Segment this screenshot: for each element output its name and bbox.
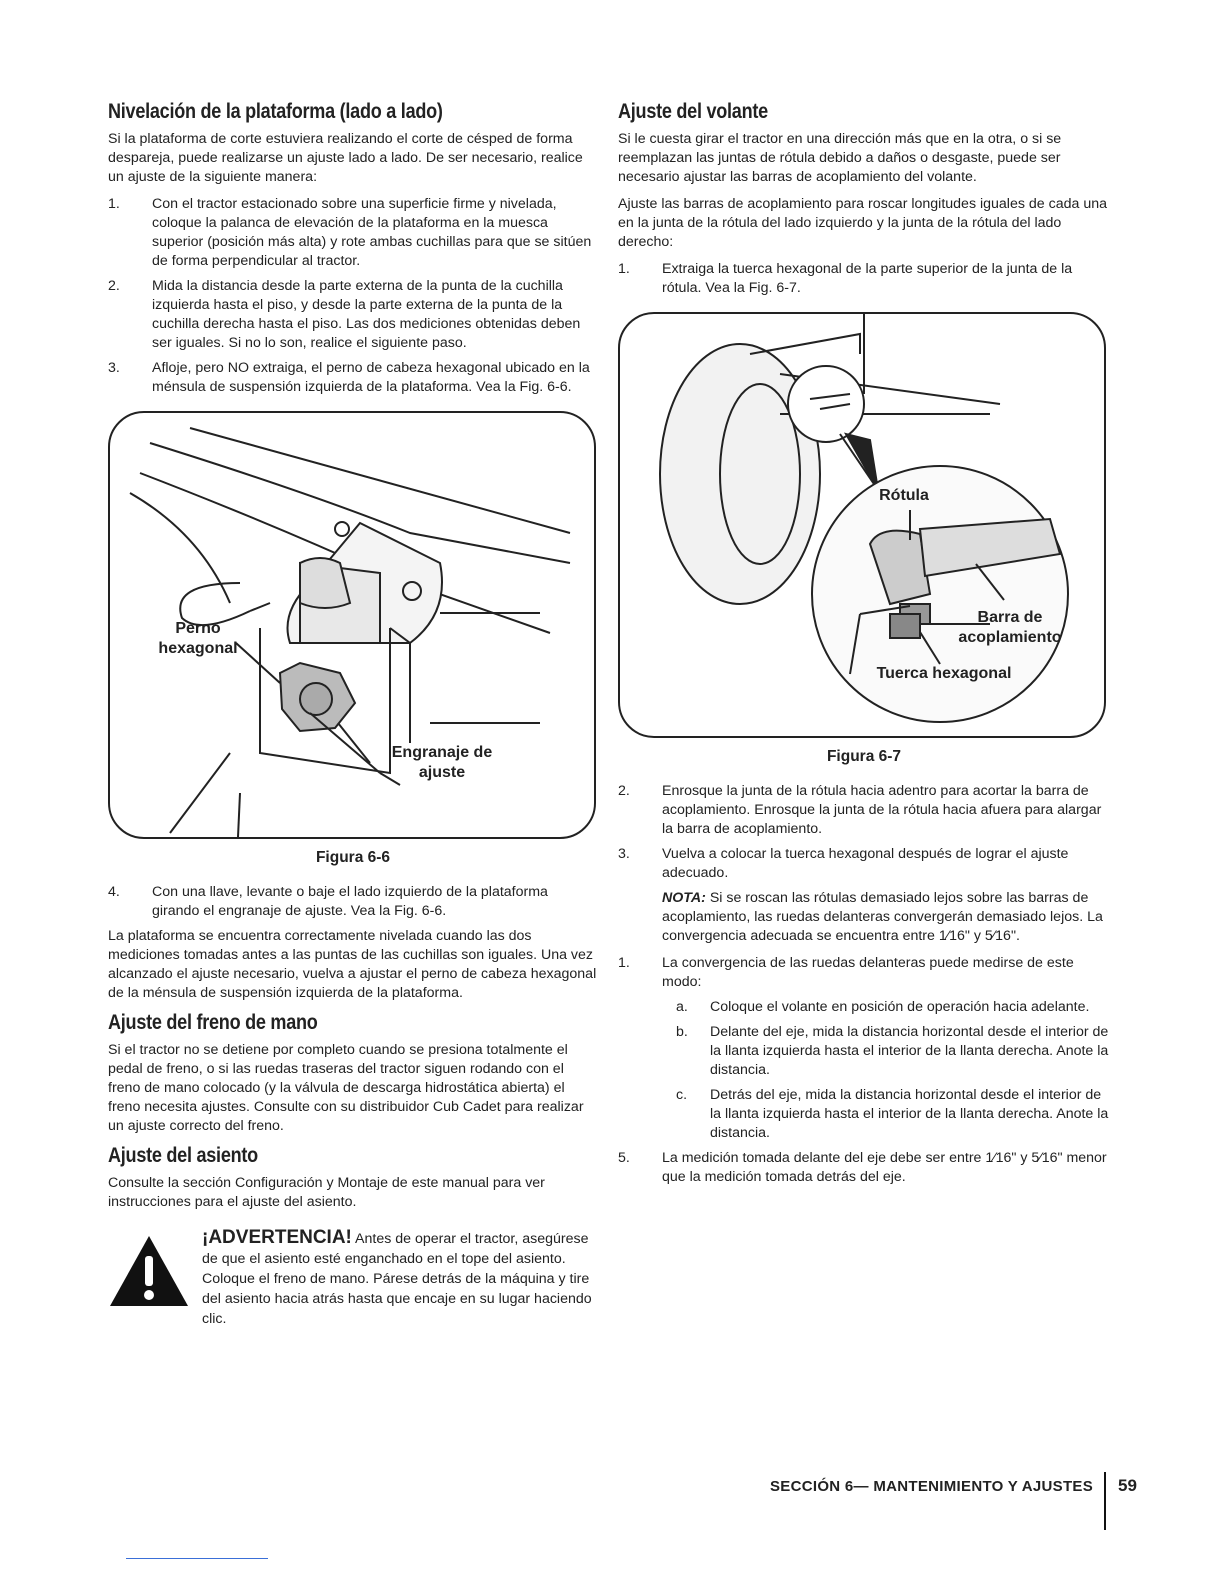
note-text: Si se roscan las rótulas demasiado lejos sobre las barras de acoplamiento, las ruedas delanteras convergerán demasiado lejos. La convergencia adecuada se encuentra entre 1⁄16" y 5⁄16". bbox=[662, 890, 1103, 944]
warning-text: Antes de operar el tractor, asegúrese de que el asiento esté enganchado en el tope del asiento. Coloque el freno de mano. Párese detrás de la máquina y tire del asiento hacia atrás hasta que encaje en su lugar haciendo clic. bbox=[202, 1231, 592, 1327]
list-item: 2. Mida la distancia desde la parte externa de la punta de la cuchilla izquierda hasta el piso, y desde la parte externa de la punta de la cuchilla derecha hasta el piso. Las dos mediciones obtenidas deben ser iguales. Si no lo son, realice el siguiente paso. bbox=[108, 278, 581, 351]
warning-title: ¡ADVERTENCIA! bbox=[202, 1227, 352, 1248]
note bbox=[618, 889, 1110, 946]
label-hex-bolt: Perno hexagonal bbox=[158, 620, 238, 657]
warning-triangle-icon bbox=[108, 1234, 190, 1308]
warning-block bbox=[108, 1228, 598, 1329]
paragraph: Ajuste las barras de acoplamiento para roscar longitudes iguales de cada una en la junta de la rótula del lado izquierdo y la junta de la rótula del lado derecho: bbox=[618, 196, 1107, 250]
figure-6-6 bbox=[108, 411, 596, 839]
figure-caption: Figura 6-6 bbox=[315, 849, 391, 866]
paragraph: Consulte la sección Configuración y Montaje de este manual para ver instrucciones para el ajuste del asiento. bbox=[108, 1175, 545, 1210]
sub-list-item: c. Detrás del eje, mida la distancia horizontal desde el interior de la llanta izquierda hasta el interior de la llanta derecha. Anote la distancia. bbox=[676, 1087, 1109, 1141]
sub-list-item: b. Delante del eje, mida la distancia horizontal desde el interior de la llanta izquierda hasta el interior de la llanta derecha. Anote la distancia. bbox=[676, 1024, 1109, 1078]
heading-deck-leveling: Nivelación de la plataforma (lado a lado) bbox=[108, 100, 443, 123]
divider bbox=[126, 1558, 268, 1559]
section-footer: SECCIÓN 6— MANTENIMIENTO Y AJUSTES bbox=[770, 1478, 1094, 1495]
divider bbox=[1104, 1472, 1106, 1530]
figure-6-7 bbox=[618, 312, 1106, 738]
list-item: 4. Con una llave, levante o baje el lado izquierdo de la plataforma girando el engranaje de ajuste. Vea la Fig. 6-6. bbox=[108, 884, 548, 919]
page-number: 59 bbox=[1118, 1476, 1137, 1495]
label-ball-joint: Rótula bbox=[879, 487, 929, 504]
paragraph: La plataforma se encuentra correctamente nivelada cuando las dos mediciones tomadas antes a las puntas de las cuchillas son iguales. Una vez alcanzado el ajuste necesario, vuelva a ajustar el perno de cabeza hexagonal de la ménsula de suspensión izquierda de la plataforma. bbox=[108, 928, 597, 1001]
list-item: 1. Extraiga la tuerca hexagonal de la parte superior de la junta de la rótula. Vea la Fig. 6-7. bbox=[618, 261, 1073, 296]
list-item: 3. Afloje, pero NO extraiga, el perno de cabeza hexagonal ubicado en la ménsula de suspensión izquierda de la plataforma. Vea la Fig. 6-6. bbox=[108, 360, 590, 395]
list-item: 1. Con el tractor estacionado sobre una superficie firme y nivelada, coloque la palanca de elevación de la plataforma en la muesca superior (posición más alta) y rote ambas cuchillas para que se sitúen de forma perpendicular al tractor. bbox=[108, 196, 592, 269]
label-tie-rod: Barra de acoplamiento bbox=[958, 609, 1062, 646]
paragraph: Si le cuesta girar el tractor en una dirección más que en la otra, o si se reemplazan las juntas de rótula debido a daños o desgaste, puede ser necesario ajustar las barras de acoplamiento del volante. bbox=[618, 131, 1062, 185]
sub-list-item: a. Coloque el volante en posición de operación hacia adelante. bbox=[676, 999, 1090, 1015]
label-hex-nut: Tuerca hexagonal bbox=[876, 665, 1012, 682]
label-adjustment-gear: Engranaje de ajuste bbox=[391, 744, 493, 781]
list-item: 1. La convergencia de las ruedas delanteras puede medirse de este modo: bbox=[618, 955, 1074, 990]
heading-seat-adjustment: Ajuste del asiento bbox=[108, 1144, 258, 1167]
tie-rod-illustration bbox=[620, 314, 1104, 736]
right-column bbox=[618, 100, 1110, 1193]
note-label: NOTA: bbox=[662, 890, 706, 906]
list-item: 5. La medición tomada delante del eje debe ser entre 1⁄16" y 5⁄16" menor que la medición tomada detrás del eje. bbox=[618, 1150, 1107, 1185]
paragraph: Si la plataforma de corte estuviera realizando el corte de césped de forma despareja, puede realizarse un ajuste lado a lado. De ser necesario, realice un ajuste de la siguiente manera: bbox=[108, 131, 583, 185]
heading-parking-brake: Ajuste del freno de mano bbox=[108, 1011, 318, 1034]
heading-steering-adjustment: Ajuste del volante bbox=[618, 100, 768, 123]
list-item: 3. Vuelva a colocar la tuerca hexagonal después de lograr el ajuste adecuado. bbox=[618, 846, 1069, 881]
paragraph: Si el tractor no se detiene por completo cuando se presiona totalmente el pedal de freno, o si las ruedas traseras del tractor siguen rodando con el freno de mano colocado (y la válvula de descarga hidrostática abierta) el freno necesita ajustes. Consulte con su distribuidor Cub Cadet para realizar un ajuste correcto del freno. bbox=[108, 1042, 584, 1134]
figure-caption: Figura 6-7 bbox=[826, 748, 902, 765]
left-column bbox=[108, 100, 598, 1329]
list-item: 2. Enrosque la junta de la rótula hacia adentro para acortar la barra de acoplamiento. Enrosque la junta de la rótula hacia afuera para alargar la barra de acoplamiento. bbox=[618, 783, 1102, 837]
